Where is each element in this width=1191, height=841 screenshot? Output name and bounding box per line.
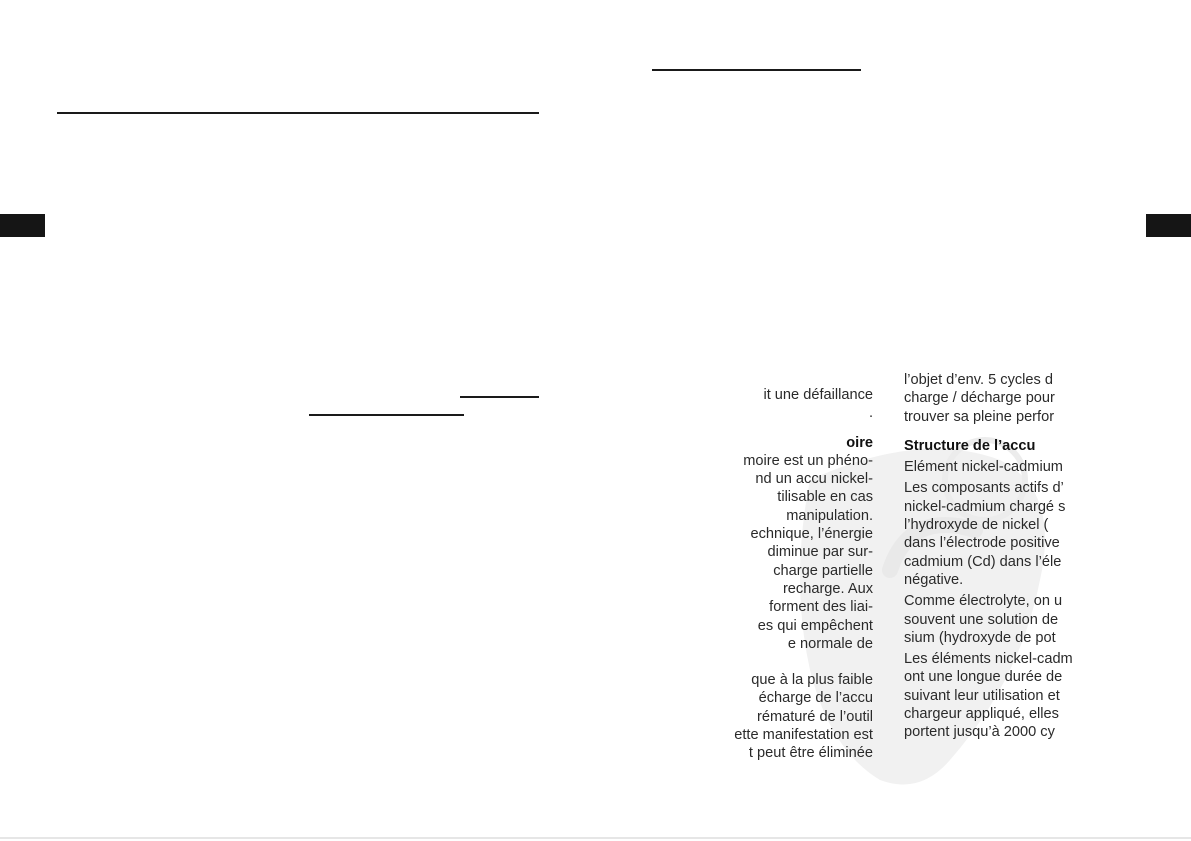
text-line: tilisable en cas — [777, 489, 873, 506]
text-line: Comme électrolyte, on u — [904, 593, 1063, 610]
text-line: écharge de l’accu — [758, 690, 873, 707]
text-line: rématuré de l’outil — [757, 708, 873, 725]
text-line: nickel-cadmium chargé s — [904, 498, 1066, 515]
text-line: Les composants actifs d’ — [904, 480, 1064, 497]
text-line: es qui empêchent — [757, 617, 873, 634]
text-line: manipulation. — [786, 507, 873, 524]
text-line: portent jusqu’à 2000 cy — [904, 724, 1055, 741]
text-line: e normale de — [787, 635, 873, 652]
text-line: moire est un phéno- — [743, 452, 873, 469]
text-line: charge / décharge pour — [904, 390, 1055, 407]
page-tab-left — [0, 214, 45, 237]
text-line: diminue par sur- — [767, 544, 873, 561]
text-line: forment des liai- — [769, 599, 873, 616]
form-line-short-2 — [309, 414, 464, 416]
text-line: dans l’électrode positive — [904, 535, 1060, 552]
form-line-short-1 — [460, 396, 539, 398]
page-bottom-edge — [0, 837, 1191, 839]
text-column-right — [904, 371, 1073, 742]
text-line: suivant leur utilisation et — [904, 687, 1060, 704]
text-line: Les éléments nickel-cadm — [904, 651, 1073, 668]
text-line: l’hydroxyde de nickel ( — [904, 517, 1049, 534]
text-line: it une défaillance — [763, 387, 873, 403]
text-line: l’objet d’env. 5 cycles d — [904, 372, 1053, 388]
text-line: echnique, l’énergie — [750, 526, 873, 543]
text-line: recharge. Aux — [782, 580, 873, 597]
text-line: charge partielle — [773, 562, 873, 579]
subheading: Elément nickel-cadmium — [904, 459, 1063, 476]
section-heading: Structure de l’accu — [904, 437, 1036, 454]
text-line: nd un accu nickel- — [755, 471, 873, 488]
header-rule-left — [57, 112, 539, 114]
text-line: cadmium (Cd) dans l’éle — [904, 553, 1062, 570]
text-line: chargeur appliqué, elles — [904, 706, 1059, 723]
text-line: négative. — [904, 571, 964, 588]
text-line: . — [868, 405, 873, 422]
page-tab-right — [1146, 214, 1191, 237]
text-line: que à la plus faible — [751, 672, 873, 689]
text-line: sium (hydroxyde de pot — [904, 629, 1056, 646]
text-line: trouver sa pleine perfor — [904, 408, 1055, 425]
header-rule-right — [652, 69, 861, 71]
text-column-left — [734, 386, 873, 763]
section-heading: oire — [846, 434, 873, 451]
text-line: ont une longue durée de — [904, 669, 1063, 686]
text-line: t peut être éliminée — [748, 745, 873, 762]
text-line: souvent une solution de — [904, 611, 1059, 628]
text-line: ette manifestation est — [734, 727, 873, 744]
